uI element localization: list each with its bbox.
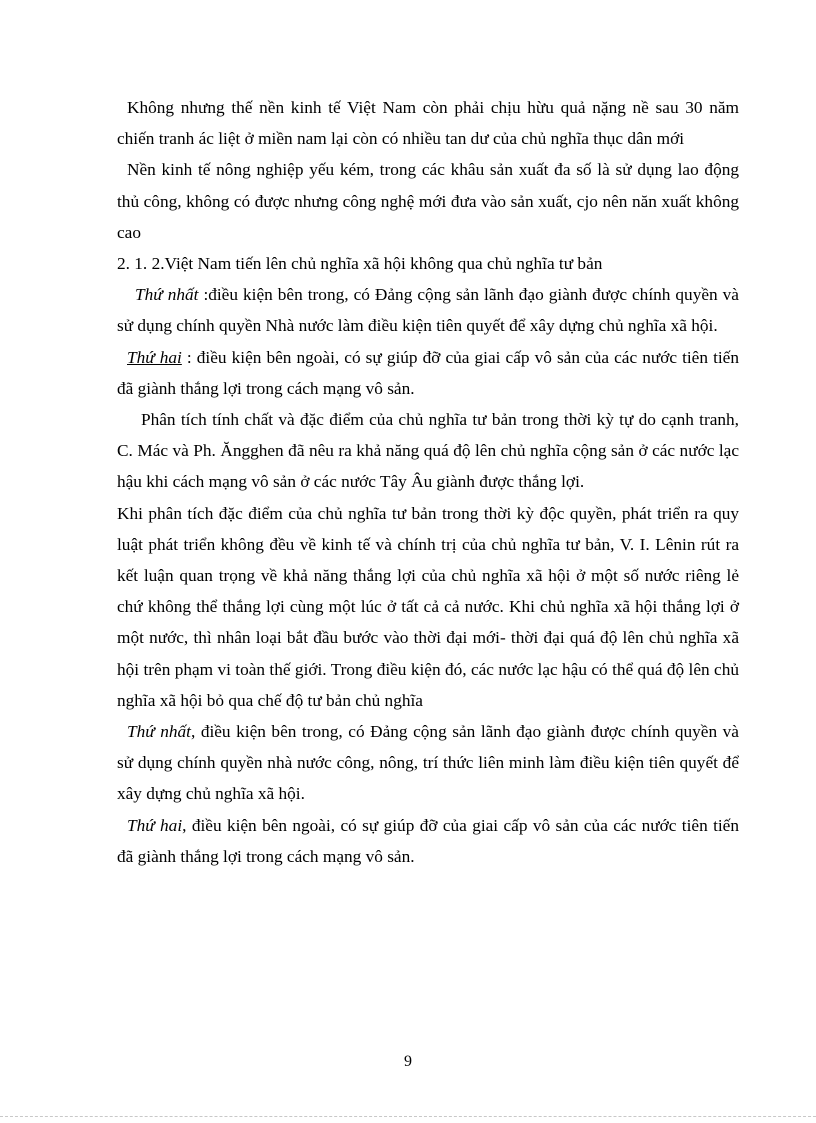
paragraph-text: : điều kiện bên ngoài, có sự giúp đỡ của giai cấp vô sản của các nước tiên tiến đã giành thắng lợi trong cách mạng vô sản.	[117, 347, 739, 398]
body-text	[117, 92, 739, 872]
paragraph-text: :điều kiện bên trong, có Đảng cộng sản lãnh đạo giành được chính quyền và sử dụng chính quyền Nhà nước làm điều kiện tiên quyết để xây dựng chủ nghĩa xã hội.	[117, 285, 739, 336]
paragraph-text: Phân tích tính chất và đặc điểm của chủ nghĩa tư bản trong thời kỳ tự do cạnh tranh, C. Mác và Ph. Ăngghen đã nêu ra khả năng quá độ lên chủ nghĩa cộng sản ở các nước lạc hậu khi cách mạng vô sản ở các nước Tây Âu giành được thắng lợi.	[117, 410, 739, 492]
section-heading	[117, 248, 739, 279]
section-heading-text: 2. 1. 2.Việt Nam tiến lên chủ nghĩa xã hội không qua chủ nghĩa tư bản	[117, 254, 603, 274]
paragraph-lenin	[117, 498, 739, 716]
paragraph-second-condition	[117, 342, 739, 404]
paragraph-agriculture	[117, 154, 739, 248]
paragraph-second-condition-2	[117, 810, 739, 872]
paragraph-text: Không nhưng thế nền kinh tế Việt Nam còn phải chịu hừu quả nặng nề sau 30 năm chiến tranh ác liệt ở miền nam lại còn có nhiều tan dư của chủ nghĩa thục dân mới	[117, 98, 739, 149]
page-separator	[0, 1116, 816, 1117]
paragraph-first-condition	[117, 279, 739, 341]
paragraph-marx-engels	[117, 404, 739, 498]
paragraph-text: , điều kiện bên ngoài, có sự giúp đỡ của giai cấp vô sản của các nước tiên tiến đã giành thắng lợi trong cách mạng vô sản.	[117, 815, 739, 866]
paragraph-text: Nền kinh tế nông nghiệp yếu kém, trong các khâu sản xuất đa số là sử dụng lao động thủ công, không có được nhưng công nghệ mới đưa vào sản xuất, cjo nên năn xuất không cao	[117, 160, 739, 242]
lead-term: Thứ hai	[127, 815, 183, 835]
paragraph-text: , điều kiện bên trong, có Đảng cộng sản lãnh đạo giành được chính quyền và sử dụng chính quyền nhà nước công, nông, trí thức liên minh làm điều kiện tiên quyết để xây dựng chủ nghĩa xã hội.	[117, 722, 739, 804]
page-number: 9	[404, 1053, 412, 1070]
lead-term: Thứ hai	[127, 347, 182, 367]
paragraph-text: Khi phân tích đặc điểm của chủ nghĩa tư bản trong thời kỳ độc quyền, phát triển ra quy luật phát triển không đều về kinh tế và chính trị của chủ nghĩa tư bản, V. I. Lênin rút ra kết luận quan trọng về khả năng thắng lợi của chủ nghĩa xã hội ở một số nước riêng lẻ chứ không thể thắng lợi cùng một lúc ở tất cả cả nước. Khi chủ nghĩa xã hội thắng lợi ở một nước, thì nhân loại bắt đầu bước vào thời đại mới- thời đại quá độ lên chủ nghĩa xã hội trên phạm vi toàn thế giới. Trong điều kiện đó, các nước lạc hậu có thể quá độ lên chủ nghĩa xã hội bỏ qua chế độ tư bản chủ nghĩa	[117, 503, 739, 710]
lead-term: Thứ nhất	[135, 285, 199, 305]
paragraph-war-consequences	[117, 92, 739, 154]
paragraph-first-condition-2	[117, 716, 739, 810]
lead-term: Thứ nhất	[127, 722, 191, 742]
